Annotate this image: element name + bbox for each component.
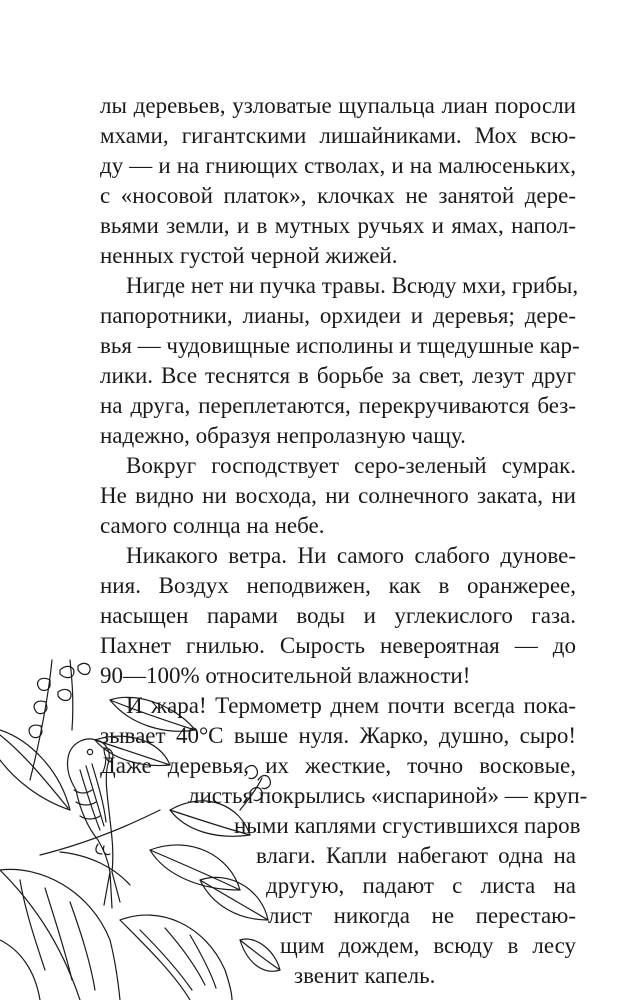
lily-flower-stalk (29, 660, 90, 780)
text-line: вья — чудовищные исполины и тщедушные кар- (100, 333, 580, 358)
text-line: лики. Все теснятся в борьбе за свет, лезут друг (100, 363, 576, 388)
text-line: влаги. Капли набегают одна на (256, 843, 576, 868)
text-line: И жара! Термометр днем почти всегда пока- (126, 693, 576, 718)
text-line: Вокруг господствует серо-зеленый сумрак. (126, 453, 576, 478)
text-line: зывает 40°С выше нуля. Жарко, душно, сыро! (100, 723, 576, 748)
jungle-parrot-illustration (0, 640, 300, 1000)
text-line: листья покрылись «испариной» — круп- (188, 783, 588, 808)
text-line: 90—100% относительной влажности! (100, 663, 471, 688)
text-line: звенит капель. (294, 963, 436, 988)
text-line: мхами, гигантскими лишайниками. Мох всю- (100, 123, 576, 148)
text-line: Никакого ветра. Ни самого слабого дунове- (126, 543, 576, 568)
text-line: лы деревьев, узловатые щупальца лиан поросли (100, 93, 576, 118)
branch (40, 810, 160, 855)
text-line: ненных густой черной жижей. (100, 243, 398, 268)
text-line: Пахнет гнилью. Сырость невероятная — до (100, 633, 576, 658)
text-line: с «носовой платок», клочках не занятой дере- (100, 183, 576, 208)
text-line: самого солнца на небе. (100, 513, 325, 538)
flower-cluster (240, 766, 270, 811)
text-line: на друга, переплетаются, перекручиваются без- (100, 393, 576, 418)
text-line: Даже деревья, их жесткие, точно восковые, (100, 753, 576, 778)
text-line: вьями земли, и в мутных ручьях и ямах, напол- (100, 213, 576, 238)
text-line: Не видно ни восхода, ни солнечного заката, ни (100, 483, 576, 508)
text-line: Нигде нет ни пучка травы. Всюду мхи, грибы, (126, 273, 579, 298)
text-line: ду — и на гниющих стволах, и на малюсеньких, (100, 153, 576, 178)
text-line: ния. Воздух неподвижен, как в оранжерее, (100, 573, 576, 598)
jungle-leaves (0, 697, 268, 920)
text-line: лист никогда не перестаю- (268, 903, 576, 928)
text-line: надежно, образуя непролазную чащу. (100, 423, 466, 448)
text-line: папоротники, лианы, орхидеи и деревья; дере- (100, 303, 576, 328)
text-line: другую, падают с листа на (266, 873, 576, 898)
text-line: ными каплями сгустившихся паров (234, 813, 581, 838)
parrot (67, 739, 120, 908)
text-line: насыщен парами воды и углекислого газа. (100, 603, 576, 628)
text-line: щим дождем, всюду в лесу (280, 933, 576, 958)
